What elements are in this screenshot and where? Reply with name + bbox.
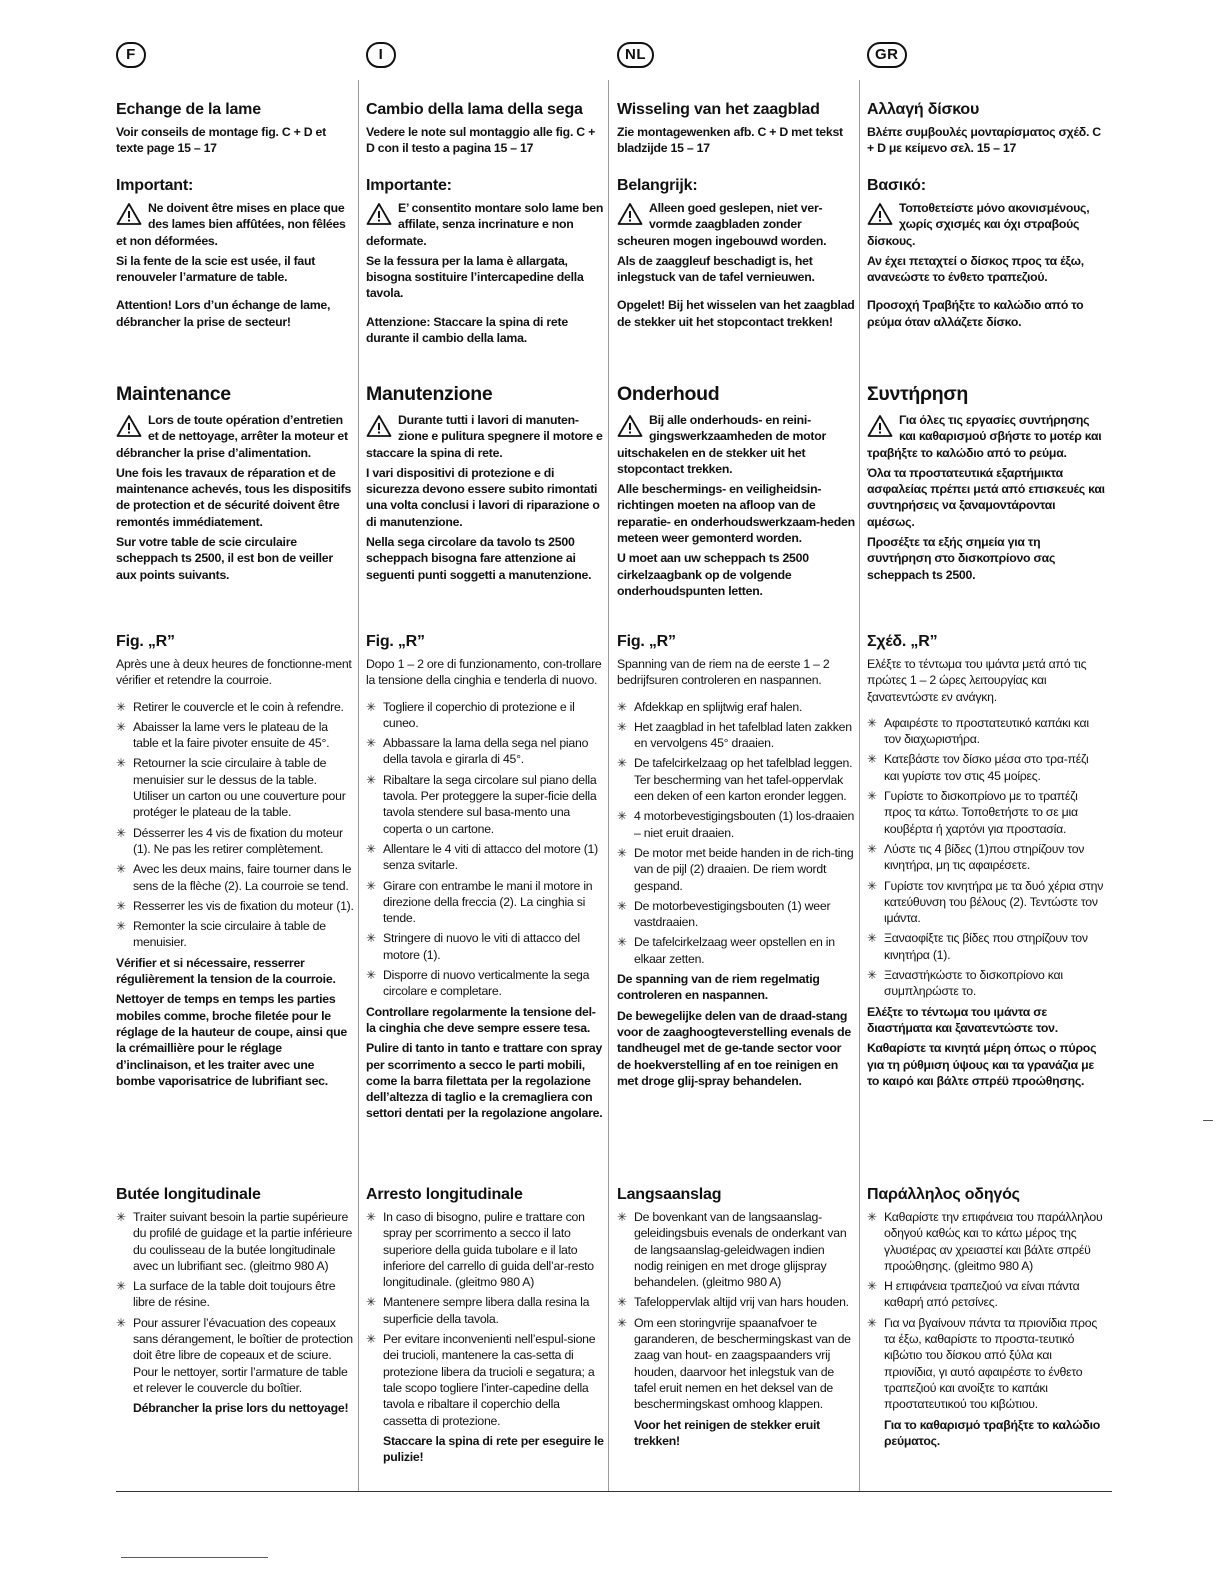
section-title: Παράλληλος οδηγός bbox=[867, 1186, 1020, 1203]
step-list bbox=[116, 699, 354, 951]
bullet-icon: ✳ bbox=[867, 841, 877, 856]
section-title: Αλλαγή δίσκου bbox=[867, 101, 980, 118]
list-item-text: Κατεβάστε τον δίσκο μέσα στο τρα-πέζι και γυρίστε τον στις 45 μοίρες. bbox=[884, 752, 1089, 783]
bullet-icon: ✳ bbox=[366, 1210, 376, 1224]
bullet-icon: ✳ bbox=[116, 898, 126, 913]
bullet-icon: ✳ bbox=[116, 1210, 126, 1224]
list-item-text: Afdekkap en splijtwig eraf halen. bbox=[634, 699, 803, 714]
warning-text: Για όλες τις εργασίες συντήρησης και καθαρισμού σβήστε το μοτέρ και τραβήξτε το καλώδιο από το ρεύμα. bbox=[867, 413, 1102, 460]
warning-paragraph bbox=[116, 412, 354, 461]
column-divider bbox=[608, 80, 609, 1492]
bullet-icon: ✳ bbox=[366, 736, 376, 751]
list-item bbox=[617, 719, 855, 752]
step-list bbox=[867, 715, 1105, 1000]
paragraph: Staccare la spina di rete per eseguire le pulizie! bbox=[383, 1433, 604, 1465]
section-rip-fence bbox=[366, 1185, 604, 1469]
column-divider bbox=[859, 80, 860, 1492]
list-item bbox=[867, 967, 1105, 1000]
list-item-text: Καθαρίστε την επιφάνεια του παράλληλου οδηγού καθώς και το κάτω μέρος της γλυσιέρας αν χρειαστεί και βάλτε σπρέϋ προώθησης. (gleitmo 980 A) bbox=[884, 1210, 1103, 1273]
list-item bbox=[116, 699, 354, 715]
section-important bbox=[867, 176, 1105, 334]
list-item-text: Resserrer les vis de fixation du moteur (1). bbox=[133, 898, 354, 913]
list-item-text: Per evitare inconvenienti nell’espul-sione dei trucioli, mantenere la cas-setta di protezione libera da trucioli e segatura; a tale scopo togliere l’inter-capedine della tavola e ribaltare il coperchio della cassetta di protezione. bbox=[383, 1332, 596, 1428]
section-maintenance bbox=[617, 382, 855, 603]
bullet-icon: ✳ bbox=[617, 935, 627, 950]
paragraph: U moet aan uw scheppach ts 2500 cirkelzaagbank op de volgende onderhoudspunten letten. bbox=[617, 551, 809, 598]
list-item bbox=[617, 699, 855, 715]
list-item-text: Ξαναοφίξτε τις βίδες που στηρίζουν τον κινητήρα (1). bbox=[884, 931, 1088, 962]
list-item bbox=[867, 751, 1105, 784]
attention-paragraph: Attenzione: Staccare la spina di rete durante il cambio della lama. bbox=[366, 314, 568, 346]
paragraph: Débrancher la prise lors du nettoyage! bbox=[133, 1401, 349, 1416]
list-item bbox=[617, 934, 855, 967]
warning-triangle-icon bbox=[617, 414, 643, 438]
section-important bbox=[366, 176, 604, 350]
section-title: Butée longitudinale bbox=[116, 1186, 261, 1203]
section-blade-change bbox=[116, 100, 354, 161]
list-item bbox=[867, 1209, 1105, 1274]
list-item bbox=[617, 898, 855, 931]
section-maintenance bbox=[366, 382, 604, 587]
section-title: Important: bbox=[116, 177, 194, 194]
section-title: Fig. „R” bbox=[617, 633, 676, 650]
list-item bbox=[116, 1315, 354, 1396]
warning-paragraph bbox=[617, 200, 855, 249]
step-list bbox=[366, 699, 604, 1000]
step-list bbox=[617, 699, 855, 967]
bullet-icon: ✳ bbox=[617, 898, 627, 913]
list-item bbox=[366, 1209, 604, 1290]
bullet-icon: ✳ bbox=[867, 931, 877, 946]
warning-triangle-icon bbox=[867, 202, 893, 226]
list-item-text: Η επιφάνεια τραπεζιού να είναι πάντα καθαρή από ρετσίνες. bbox=[884, 1279, 1080, 1310]
column-divider bbox=[358, 80, 359, 1492]
paragraph: Ελέξτε το τέντωμα του ιμάντα σε διαστήματα και ξανατεντώστε τον. bbox=[867, 1004, 1058, 1035]
section-heading: Maintenance bbox=[116, 383, 231, 405]
paragraph: Alle beschermings- en veiligheidsin-richtingen moeten na afloop van de reparatie- en onderhoudswerkzaam-heden meteen weer gemonterd worden. bbox=[617, 482, 855, 546]
section-title: Βασικό: bbox=[867, 177, 926, 194]
warning-paragraph bbox=[867, 200, 1105, 249]
list-item-text: In caso di bisogno, pulire e trattare con spray per scorrimento a secco il lato superiore della guida tubolare e il lato inferiore del carrello di guida dell’ar-resto longitudinale. (gleitmo 980 A) bbox=[383, 1210, 594, 1290]
bullet-icon: ✳ bbox=[366, 772, 376, 787]
paragraph: Για το καθαρισμό τραβήξτε το καλώδιο ρεύματος. bbox=[884, 1417, 1100, 1448]
paragraph: Nettoyer de temps en temps les parties mobiles comme, broche filetée pour le réglage de la hauteur de coupe, ainsi que la crémaillière pour le réglage d’inclinaison, et les traiter avec une bombe vaporisatrice de lubrifiant sec. bbox=[116, 992, 347, 1088]
bullet-icon: ✳ bbox=[617, 1315, 627, 1330]
list-item bbox=[366, 930, 604, 963]
warning-text: Bij alle onderhouds- en reini-gingswerkzaamheden de motor uitschakelen en de stekker uit het stopcontact trekken. bbox=[617, 413, 827, 476]
bullet-icon: ✳ bbox=[617, 699, 627, 714]
paragraph: Controllare regolarmente la tensione del-la cinghia che deve sempre essere tesa. bbox=[366, 1004, 596, 1035]
bullet-icon: ✳ bbox=[116, 1279, 126, 1294]
paragraph: Après une à deux heures de fonctionne-ment vérifier et retendre la courroie. bbox=[116, 657, 352, 688]
paragraph: Όλα τα προστατευτικά εξαρτήμικτα ασφαλείας πρέπει μετά από επισκευές και συντηρήσεις να ξαναμοντάρονται αμέσως. bbox=[867, 465, 1105, 529]
warning-text: Τοποθετείστε μόνο ακονισμένους, χωρίς σχισμές και όχι στραβούς δίσκους. bbox=[867, 201, 1090, 248]
bullet-icon: ✳ bbox=[617, 756, 627, 771]
paragraph: Ελέξτε το τέντωμα του ιμάντα μετά από τις πρώτες 1 – 2 ώρες λειτουργίας και ξανατεντώστε εν ανάγκη. bbox=[867, 657, 1087, 704]
bullet-icon: ✳ bbox=[867, 715, 877, 730]
paragraph: Sur votre table de scie circulaire scheppach ts 2500, il est bon de veiller aux points suivants. bbox=[116, 535, 333, 582]
paragraph: Pulire di tanto in tanto e trattare con spray per scorrimento a secco le parti mobili, come la barra filettata per la regolazione dell’altezza di taglio e la cremagliera con settori dentati per la regolazione angolare. bbox=[366, 1041, 603, 1121]
list-item bbox=[867, 1315, 1105, 1413]
section-title: Wisseling van het zaagblad bbox=[617, 101, 820, 118]
language-badge: NL bbox=[617, 42, 654, 68]
paragraph: Une fois les travaux de réparation et de maintenance achevés, tous les dispositifs de protection et de sécurité doivent être remontés immédiatement. bbox=[116, 465, 352, 529]
section-title: Fig. „R” bbox=[116, 633, 175, 650]
list-item bbox=[116, 719, 354, 752]
list-item bbox=[867, 878, 1105, 927]
list-item bbox=[116, 755, 354, 820]
warning-triangle-icon bbox=[366, 202, 392, 226]
list-item bbox=[116, 825, 354, 858]
warning-paragraph bbox=[617, 412, 855, 477]
list-item-text: Ribaltare la sega circolare sul piano della tavola. Per proteggere la super-ficie della tavola stendere sul basa-mento una coperta o un cartone. bbox=[383, 772, 597, 836]
list-item bbox=[867, 930, 1105, 963]
bottom-rule bbox=[116, 1491, 1112, 1492]
list-item bbox=[867, 715, 1105, 748]
section-blade-change bbox=[867, 100, 1105, 161]
list-item bbox=[617, 755, 855, 804]
bullet-icon: ✳ bbox=[617, 1210, 627, 1224]
list-item bbox=[617, 1294, 855, 1310]
bullet-icon: ✳ bbox=[116, 1315, 126, 1330]
list-item-text: Abbassare la lama della sega nel piano della tavola e girarla di 45°. bbox=[383, 736, 589, 767]
section-fig-r bbox=[617, 632, 855, 1093]
list-item bbox=[617, 1315, 855, 1413]
bullet-icon: ✳ bbox=[366, 968, 376, 983]
paragraph: Spanning van de riem na de eerste 1 – 2 bedrijfsuren controleren en naspannen. bbox=[617, 657, 830, 688]
attention-paragraph: Προσοχή Τραβήξτε το καλώδιο από το ρεύμα όταν αλλάζετε δίσκο. bbox=[867, 298, 1084, 329]
section-maintenance bbox=[116, 382, 354, 587]
list-item-text: De tafelcirkelzaag op het tafelblad leggen. Ter bescherming van het tafel-oppervlak een deken of een karton eronder leggen. bbox=[634, 756, 853, 804]
paragraph: Προσέξτε τα εξής σημεία για τη συντήρηση στο δισκοπρίονο σας scheppach ts 2500. bbox=[867, 535, 1056, 582]
paragraph: I vari dispositivi di protezione e di sicurezza devono essere subito rimontati una volta conclusi i lavori di riparazione o di manutenzione. bbox=[366, 465, 600, 529]
bullet-icon: ✳ bbox=[366, 878, 376, 893]
section-title: Importante: bbox=[366, 177, 452, 194]
list-item-text: Γυρίστε το δισκοπρίονο με το τραπέζι προς τα κάτω. Τοποθετήστε το σε μια κουβέρτα ή χαρτόνι για προστασία. bbox=[884, 789, 1078, 836]
column-it bbox=[366, 42, 604, 1465]
section-important bbox=[116, 176, 354, 334]
list-item-text: Αφαιρέστε το προστατευτικό καπάκι και τον διαχωριστήρα. bbox=[884, 715, 1089, 747]
list-item-text: Disporre di nuovo verticalmente la sega circolare e completare. bbox=[383, 968, 590, 999]
list-item-text: Abaisser la lame vers le plateau de la table et la faire pivoter ensuite de 45°. bbox=[133, 719, 330, 751]
bullet-icon: ✳ bbox=[867, 1279, 877, 1294]
bullet-icon: ✳ bbox=[116, 862, 126, 877]
list-item-text: Avec les deux mains, faire tourner dans le sens de la flèche (2). La courroie se tend. bbox=[133, 862, 352, 893]
bullet-icon: ✳ bbox=[116, 699, 126, 714]
bullet-icon: ✳ bbox=[867, 1315, 877, 1330]
section-title: Echange de la lame bbox=[116, 101, 261, 118]
bullet-icon: ✳ bbox=[116, 719, 126, 734]
step-list bbox=[867, 1209, 1105, 1413]
paragraph: Voir conseils de montage fig. C + D et texte page 15 – 17 bbox=[116, 125, 326, 156]
warning-text: E’ consentito montare solo lame ben affilate, senza incrinature e non deformate. bbox=[366, 201, 604, 248]
column-fr bbox=[116, 42, 354, 1416]
list-item-text: De motor met beide handen in de rich-ting van de pijl (2) draaien. De riem wordt gespand. bbox=[634, 845, 854, 893]
section-rip-fence bbox=[116, 1185, 354, 1421]
warning-triangle-icon bbox=[116, 202, 142, 226]
bullet-icon: ✳ bbox=[366, 699, 376, 714]
list-item-text: Stringere di nuovo le viti di attacco del motore (1). bbox=[383, 931, 580, 962]
bullet-icon: ✳ bbox=[116, 756, 126, 771]
warning-text: Durante tutti i lavori di manuten-zione e pulitura spegnere il motore e staccare la spina di rete. bbox=[366, 413, 603, 460]
paragraph: Als de zaaggleuf beschadigt is, het inlegstuck van de tafel vernieuwen. bbox=[617, 253, 815, 285]
margin-mark bbox=[1203, 1120, 1213, 1121]
bullet-icon: ✳ bbox=[617, 1295, 627, 1310]
list-item-text: Togliere il coperchio di protezione e il cuneo. bbox=[383, 699, 575, 730]
list-item bbox=[366, 772, 604, 837]
bullet-icon: ✳ bbox=[867, 968, 877, 983]
list-item bbox=[366, 1331, 604, 1429]
list-item-text: Retourner la scie circulaire à table de menuisier sur le dessus de la table. Utiliser un carton ou une couverture pour protéger le plateau de la table. bbox=[133, 756, 346, 820]
warning-paragraph bbox=[116, 200, 354, 249]
section-fig-r bbox=[116, 632, 354, 1093]
warning-paragraph bbox=[867, 412, 1105, 461]
paragraph: Se la fessura per la lama è allargata, bisogna sostituire l’intercapedine della tavola. bbox=[366, 253, 584, 301]
list-item-text: De tafelcirkelzaag weer opstellen en in elkaar zetten. bbox=[634, 935, 835, 966]
blue-underline bbox=[121, 1557, 268, 1558]
list-item-text: De motorbevestigingsbouten (1) weer vastdraaien. bbox=[634, 898, 831, 930]
bullet-icon: ✳ bbox=[366, 1295, 376, 1310]
list-item bbox=[116, 1278, 354, 1311]
bullet-icon: ✳ bbox=[617, 719, 627, 734]
paragraph: Zie montagewenken afb. C + D met tekst bladzijde 15 – 17 bbox=[617, 125, 843, 156]
language-badge: F bbox=[116, 42, 146, 68]
step-list bbox=[116, 1209, 354, 1396]
list-item-text: Het zaagblad in het tafelblad laten zakken en vervolgens 45° draaien. bbox=[634, 719, 852, 751]
list-item bbox=[867, 788, 1105, 837]
list-item bbox=[366, 967, 604, 1000]
attention-paragraph: Attention! Lors d’un échange de lame, débrancher la prise de secteur! bbox=[116, 298, 331, 329]
bullet-icon: ✳ bbox=[366, 841, 376, 856]
warning-triangle-icon bbox=[867, 414, 893, 438]
list-item-text: Girare con entrambe le mani il motore in direzione della freccia (2). La cinghia si tende. bbox=[383, 878, 593, 926]
list-item-text: Pour assurer l’évacuation des copeaux sans dérangement, le boîtier de protection doit être libre de copeaux et de sciure. Pour le nettoyer, sortir l’armature de table et relever le couvercle du boîtier. bbox=[133, 1315, 353, 1395]
list-item-text: Traiter suivant besoin la partie supérieure du profilé de guidage et la partie inférieure du coulisseau de la butée longitudinale avec un lubrifiant sec. (gleitmo 980 A) bbox=[133, 1210, 353, 1273]
section-blade-change bbox=[617, 100, 855, 161]
section-fig-r bbox=[366, 632, 604, 1126]
section-title: Langsaanslag bbox=[617, 1186, 722, 1203]
section-maintenance bbox=[867, 382, 1105, 587]
list-item-text: La surface de la table doit toujours être libre de résine. bbox=[133, 1279, 336, 1310]
paragraph: Vérifier et si nécessaire, resserrer régulièrement la tension de la courroie. bbox=[116, 955, 336, 987]
column-nl bbox=[617, 42, 855, 1448]
bullet-icon: ✳ bbox=[617, 845, 627, 860]
paragraph: Vedere le note sul montaggio alle fig. C + D con il testo a pagina 15 – 17 bbox=[366, 125, 596, 156]
warning-paragraph bbox=[366, 412, 604, 461]
language-badge: GR bbox=[867, 42, 907, 68]
column-gr bbox=[867, 42, 1105, 1448]
section-heading: Συντήρηση bbox=[867, 383, 969, 405]
paragraph: Καθαρίστε τα κινητά μέρη όπως ο πύρος για τη ρύθμιση ύψους και τα γρανάζια με το καιρό και βάλτε σπρέϋ προώθησης. bbox=[867, 1041, 1097, 1088]
bullet-icon: ✳ bbox=[867, 1210, 877, 1224]
warning-text: Ne doivent être mises en place que des lames bien affûtées, non fêlées et non déformées. bbox=[116, 201, 346, 248]
list-item-text: Γυρίστε τον κινητήρα με τα δυό χέρια στην κατεύθυνση του βέλους (2). Τεντώστε τον ιμάντα. bbox=[884, 878, 1104, 926]
bullet-icon: ✳ bbox=[366, 1332, 376, 1347]
list-item-text: Retirer le couvercle et le coin à refendre. bbox=[133, 699, 344, 714]
section-title: Cambio della lama della sega bbox=[366, 101, 583, 118]
section-rip-fence bbox=[867, 1185, 1105, 1453]
paragraph: Voor het reinigen de stekker eruit trekken! bbox=[634, 1417, 821, 1448]
list-item-text: 4 motorbevestigingsbouten (1) los-draaien – niet eruit draaien. bbox=[634, 809, 855, 840]
list-item-text: Allentare le 4 viti di attacco del motore (1) senza svitarle. bbox=[383, 841, 598, 873]
section-heading: Manutenzione bbox=[366, 383, 493, 405]
language-badge: I bbox=[366, 42, 396, 68]
paragraph: Si la fente de la scie est usée, il faut renouveler l’armature de table. bbox=[116, 253, 316, 285]
list-item bbox=[366, 1294, 604, 1327]
list-item bbox=[617, 845, 855, 894]
section-important bbox=[617, 176, 855, 334]
list-item bbox=[366, 699, 604, 732]
warning-triangle-icon bbox=[116, 414, 142, 438]
list-item bbox=[116, 918, 354, 951]
list-item bbox=[366, 878, 604, 927]
bullet-icon: ✳ bbox=[116, 825, 126, 840]
section-fig-r bbox=[867, 632, 1105, 1093]
paragraph: De bewegelijke delen van de draad-stang voor de zaaghoogteverstelling evenals de tandheugel met de ge-tande sector voor de hoekverstelling af en toe reinigen en met droge glij-spray behandelen. bbox=[617, 1008, 851, 1088]
list-item-text: Για να βγαίνουν πάντα τα πριονίδια προς τα έξω, καθαρίστε το προστα-τευτικό κιβώτιο του δίσκου από ξύλα και πριονίδια, γι αυτό αφαιρέστε το ένθετο τραπεζιού και ανοίξτε το καπάκι προστατευτικού του κιβώτιου. bbox=[884, 1315, 1098, 1412]
list-item bbox=[116, 898, 354, 914]
section-heading: Onderhoud bbox=[617, 383, 720, 405]
paragraph: Nella sega circolare da tavolo ts 2500 scheppach bisogna fare attenzione ai seguenti punti soggetti a manutenzione. bbox=[366, 535, 592, 582]
list-item bbox=[867, 841, 1105, 874]
warning-triangle-icon bbox=[366, 414, 392, 438]
warning-text: Alleen goed geslepen, niet ver-vormde zaagbladen zonder scheuren mogen ingebouwd worden. bbox=[617, 201, 827, 248]
list-item bbox=[867, 1278, 1105, 1311]
bullet-icon: ✳ bbox=[116, 919, 126, 934]
list-item-text: Tafeloppervlak altijd vrij van hars houden. bbox=[634, 1295, 849, 1310]
list-item bbox=[617, 808, 855, 841]
bullet-icon: ✳ bbox=[867, 789, 877, 804]
section-rip-fence bbox=[617, 1185, 855, 1453]
section-title: Arresto longitudinale bbox=[366, 1186, 523, 1203]
list-item-text: Désserrer les 4 vis de fixation du moteur (1). Ne pas les retirer complètement. bbox=[133, 825, 343, 856]
list-item-text: Om een storingvrije spaanafvoer te garanderen, de beschermingskast van de zaag van hout- en zaagspaanders vrij houden, daarvoor het inlegstuk van de tafel eruit nemen en het deksel van de beschermingskast omhoog klappen. bbox=[634, 1315, 851, 1412]
list-item-text: De bovenkant van de langsaanslag-geleidingsbuis evenals de onderkant van de langsaanslag-geleidwagen indien nodig reinigen en met droge glijspray behandelen. (gleitmo 980 A) bbox=[634, 1210, 847, 1290]
section-title: Belangrijk: bbox=[617, 177, 698, 194]
paragraph: Βλέπε συμβουλές μονταρίσματος σχέδ. C + D με κείμενο σελ. 15 – 17 bbox=[867, 125, 1101, 156]
step-list bbox=[366, 1209, 604, 1429]
bullet-icon: ✳ bbox=[867, 752, 877, 767]
bullet-icon: ✳ bbox=[617, 809, 627, 824]
warning-text: Lors de toute opération d’entretien et de nettoyage, arrêter la moteur et débrancher la prise d’alimentation. bbox=[116, 413, 348, 460]
paragraph: De spanning van de riem regelmatig controleren en naspannen. bbox=[617, 972, 820, 1003]
paragraph: Αν έχει πεταχτεί ο δίσκος προς τα έξω, ανανεώστε το ένθετο τραπεζιού. bbox=[867, 253, 1084, 285]
section-title: Fig. „R” bbox=[366, 633, 425, 650]
paragraph: Dopo 1 – 2 ore di funzionamento, con-trollare la tensione della cinghia e tenderla di nuovo. bbox=[366, 657, 602, 688]
section-title: Σχέδ. „R” bbox=[867, 633, 938, 650]
bullet-icon: ✳ bbox=[867, 878, 877, 893]
step-list bbox=[617, 1209, 855, 1413]
bullet-icon: ✳ bbox=[366, 931, 376, 946]
list-item-text: Remonter la scie circulaire à table de menuisier. bbox=[133, 919, 326, 950]
attention-paragraph: Opgelet! Bij het wisselen van het zaagblad de stekker uit het stopcontact trekken! bbox=[617, 298, 855, 329]
list-item bbox=[617, 1209, 855, 1290]
list-item bbox=[366, 735, 604, 768]
list-item-text: Mantenere sempre libera dalla resina la superficie della tavola. bbox=[383, 1295, 590, 1326]
list-item bbox=[366, 841, 604, 874]
warning-paragraph bbox=[366, 200, 604, 249]
section-blade-change bbox=[366, 100, 604, 161]
list-item bbox=[116, 861, 354, 894]
list-item-text: Ξαναστήκώστε το δισκοπρίονο και συμπληρώστε το. bbox=[884, 968, 1063, 999]
list-item bbox=[116, 1209, 354, 1274]
warning-triangle-icon bbox=[617, 202, 643, 226]
list-item-text: Λύστε τις 4 βίδες (1)που στηρίζουν τον κινητήρα, μη τις αφαιρέσετε. bbox=[884, 841, 1085, 873]
